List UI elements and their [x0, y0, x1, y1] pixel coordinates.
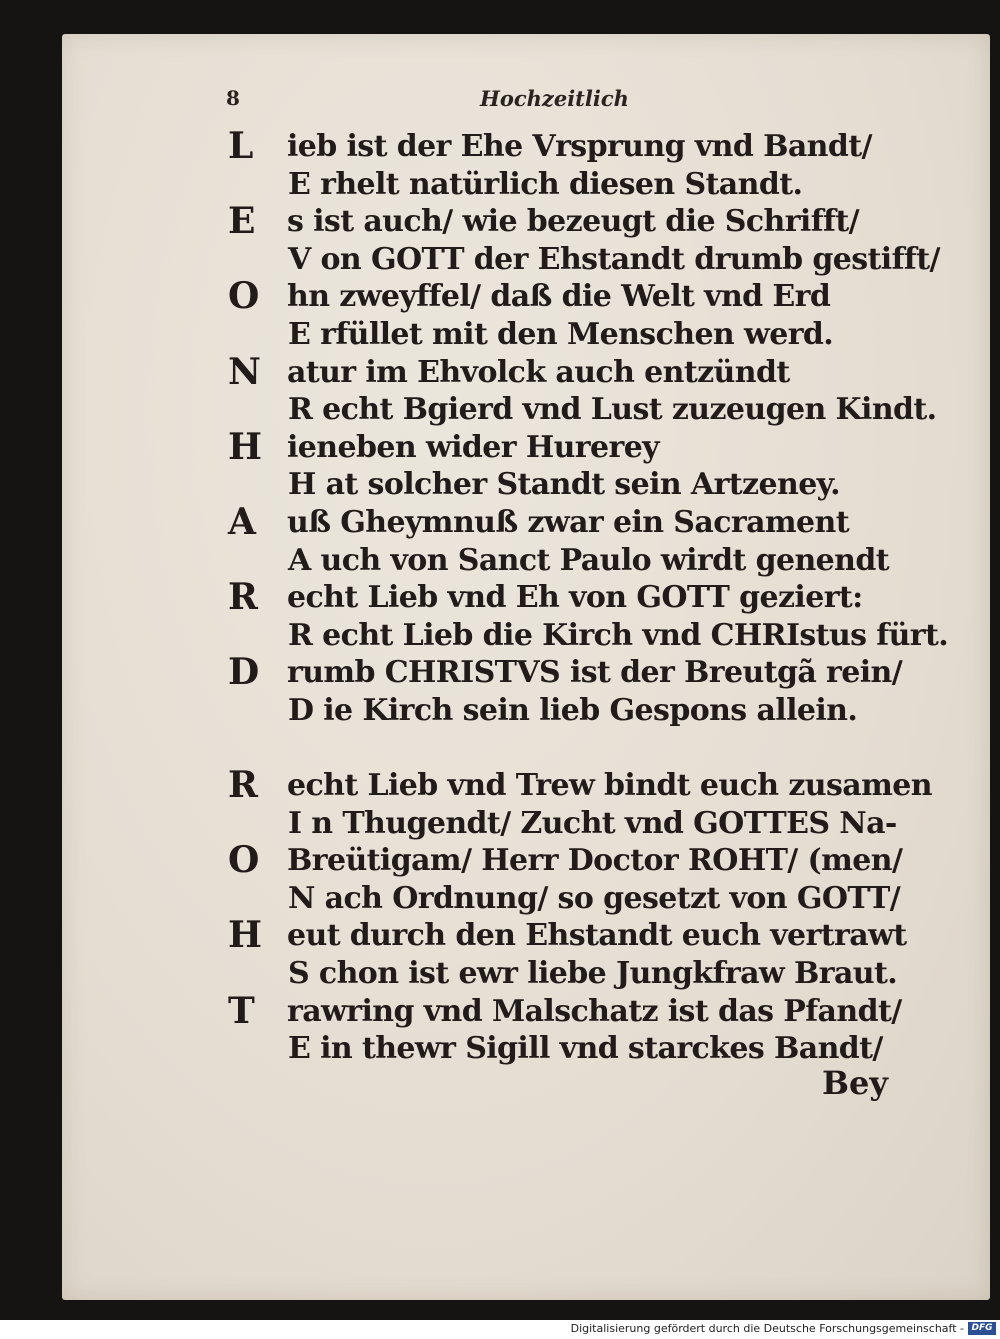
verse-text: Breütigam/ Herr Doctor ROHT/ (men/ — [287, 843, 903, 879]
verse-text: atur im Ehvolck auch entzündt — [287, 354, 790, 390]
acrostic-initial: N — [228, 350, 261, 393]
verse-text: rawring vnd Malschatz ist das Pfandt/ — [287, 993, 902, 1029]
verse-line — [62, 127, 990, 165]
acrostic-initial: A — [228, 501, 256, 543]
verse-line — [62, 879, 990, 917]
verse-line — [62, 954, 990, 992]
running-title: Hochzeitlich — [480, 86, 629, 111]
verse-line — [62, 1029, 990, 1067]
verse-text: R echt Bgierd vnd Lust zuzeugen Kindt. — [288, 392, 937, 428]
verse-text: ieb ist der Ehe Vrsprung vnd Bandt/ — [287, 129, 872, 164]
verse-line — [62, 989, 990, 1032]
verse-text: H at solcher Standt sein Artzeney. — [288, 467, 840, 503]
verse-line — [62, 541, 990, 579]
verse-text: E rhelt natürlich diesen Standt. — [288, 166, 803, 202]
acrostic-initial: L — [228, 125, 253, 167]
dfg-logo: DFG — [968, 1322, 996, 1335]
acrostic-initial: O — [228, 839, 259, 882]
verse-line — [62, 503, 990, 541]
verse-text: echt Lieb vnd Eh von GOTT geziert: — [287, 580, 863, 616]
verse-text: D ie Kirch sein lieb Gespons allein. — [288, 693, 858, 728]
acrostic-initial: T — [228, 989, 255, 1032]
digitization-footer — [0, 1320, 1000, 1339]
acrostic-initial: H — [228, 914, 262, 957]
acrostic-initial: D — [228, 651, 259, 694]
verse-text: E rfüllet mit den Menschen werd. — [288, 317, 834, 352]
acrostic-initial: E — [228, 200, 255, 243]
verse-text: S chon ist ewr liebe Jungkfraw Braut. — [288, 956, 898, 991]
verse-text: R echt Lieb die Kirch vnd CHRIstus fürt. — [288, 617, 949, 653]
verse-line — [62, 766, 990, 804]
verse-line — [62, 240, 990, 278]
verse-line — [62, 616, 990, 654]
page-header — [62, 86, 990, 116]
verse-text: rumb CHRISTVS ist der Breutgã rein/ — [287, 655, 903, 691]
verse-line — [62, 165, 990, 203]
verse-text: I n Thugendt/ Zucht vnd GOTTES Na- — [288, 805, 897, 841]
verse-line — [62, 350, 990, 393]
verse-line — [62, 315, 990, 353]
verse-text: s ist auch/ wie bezeugt die Schrifft/ — [287, 204, 859, 240]
acrostic-initial: R — [228, 576, 258, 619]
verse-line — [62, 651, 990, 694]
verse-text: hn zweyffel/ daß die Welt vnd Erd — [287, 279, 831, 315]
verse-line — [62, 576, 990, 619]
verse-text: A uch von Sanct Paulo wirdt genendt — [288, 542, 890, 578]
verse-line — [62, 914, 990, 957]
verse-text: ieneben wider Hurerey — [287, 429, 660, 465]
acrostic-initial: R — [228, 764, 258, 806]
verse-line — [62, 390, 990, 428]
funding-credit: Digitalisierung gefördert durch die Deutsche Forschungsgemeinschaft - — [570, 1322, 964, 1335]
verse-text: eut durch den Ehstandt euch vertrawt — [287, 918, 907, 954]
verse-line — [62, 839, 990, 882]
verse-line — [62, 691, 990, 729]
verse-line — [62, 200, 990, 243]
verse-line — [62, 465, 990, 503]
verse-text: uß Gheymnuß zwar ein Sacrament — [287, 505, 850, 540]
verse-text: E in thewr Sigill vnd starckes Bandt/ — [288, 1031, 883, 1067]
verse-text: V on GOTT der Ehstandt drumb gestifft/ — [288, 241, 940, 277]
verse-line — [62, 804, 990, 842]
verse-text: N ach Ordnung/ so gesetzt von GOTT/ — [288, 880, 901, 916]
verse-line — [62, 275, 990, 318]
verse-text: echt Lieb vnd Trew bindt euch zusamen — [287, 768, 932, 803]
acrostic-initial: O — [228, 275, 259, 318]
acrostic-initial: H — [228, 425, 262, 468]
page-number: 8 — [226, 86, 240, 110]
verse-line — [62, 425, 990, 468]
book-page — [62, 34, 990, 1300]
catchword: Bey — [822, 1064, 888, 1102]
